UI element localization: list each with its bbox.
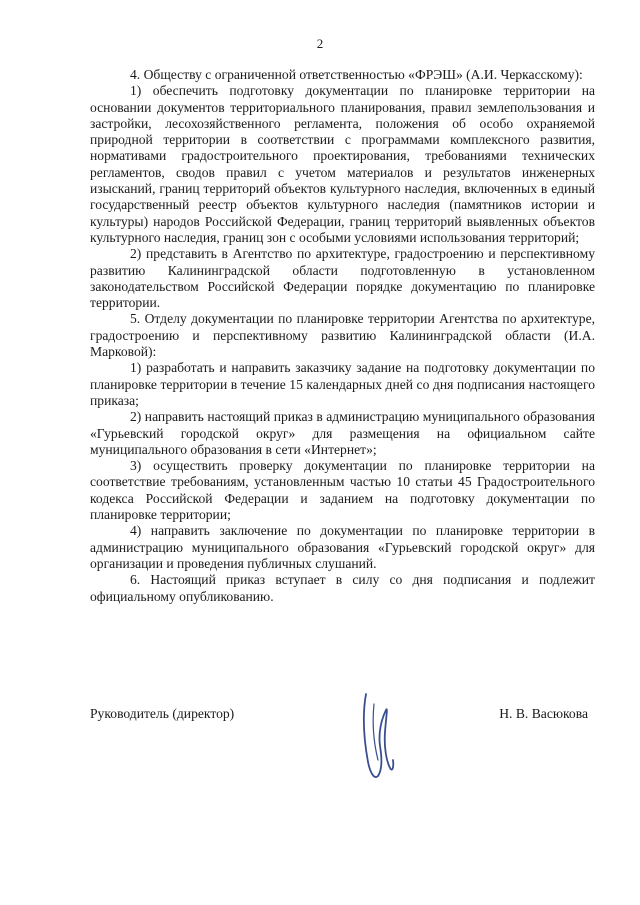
handwritten-signature [352,688,402,783]
signatory-position: Руководитель (директор) [90,706,235,721]
signatory-name: Н. В. Васюкова [499,706,588,721]
paragraph-5-3: 3) осуществить проверку документации по планировке территории на соответствие требованиям, установленным частью 10 статьи 45 Градостроительного кодекса Российской Федерации и заданием на подготовку документации по планировке территории; [90,458,595,523]
paragraph-4-2: 2) представить в Агентство по архитектуре, градостроению и перспективному развитию Калининградской области подготовленную в установленном законодательством Российской Федерации порядке документацию по планировке территории. [90,246,595,311]
paragraph-4-1: 1) обеспечить подготовку документации по планировке территории на основании документов территориального планирования, правил землепользования и застройки, лесохозяйственного регламента, положения об особо охраняемой природной территории в соответствии с программами комплексного развития, нормативами градостроительного проектирования, требованиями технических регламентов, сводов правил с учетом материалов и результатов инженерных изысканий, границ территорий объектов культурного наследия, включенных в единый государственный реестр объектов культурного наследия (памятников истории и культуры) народов Российской Федерации, границ территорий выявленных объектов культурного наследия, границ зон с особыми условиями использования территорий; [90,83,595,245]
paragraph-6: 6. Настоящий приказ вступает в силу со дня подписания и подлежит официальному опубликованию. [90,572,595,604]
paragraph-5-2: 2) направить настоящий приказ в администрацию муниципального образования «Гурьевский городской округ» для размещения на официальном сайте муниципального образования в сети «Интернет»; [90,409,595,457]
document-body [90,67,595,605]
paragraph-5-4: 4) направить заключение по документации по планировке территории в администрацию муниципального образования «Гурьевский городской округ» для организации и проведения публичных слушаний. [90,523,595,571]
page-number: 2 [316,36,324,51]
paragraph-4: 4. Обществу с ограниченной ответственностью «ФРЭШ» (А.И. Черкасскому): [130,67,583,82]
paragraph-5-1: 1) разработать и направить заказчику задание на подготовку документации по планировке территории в течение 15 календарных дней со дня подписания настоящего приказа; [90,360,595,408]
paragraph-5: 5. Отделу документации по планировке территории Агентства по архитектуре, градостроению и перспективному развитию Калининградской области (И.А. Марковой): [90,311,595,360]
